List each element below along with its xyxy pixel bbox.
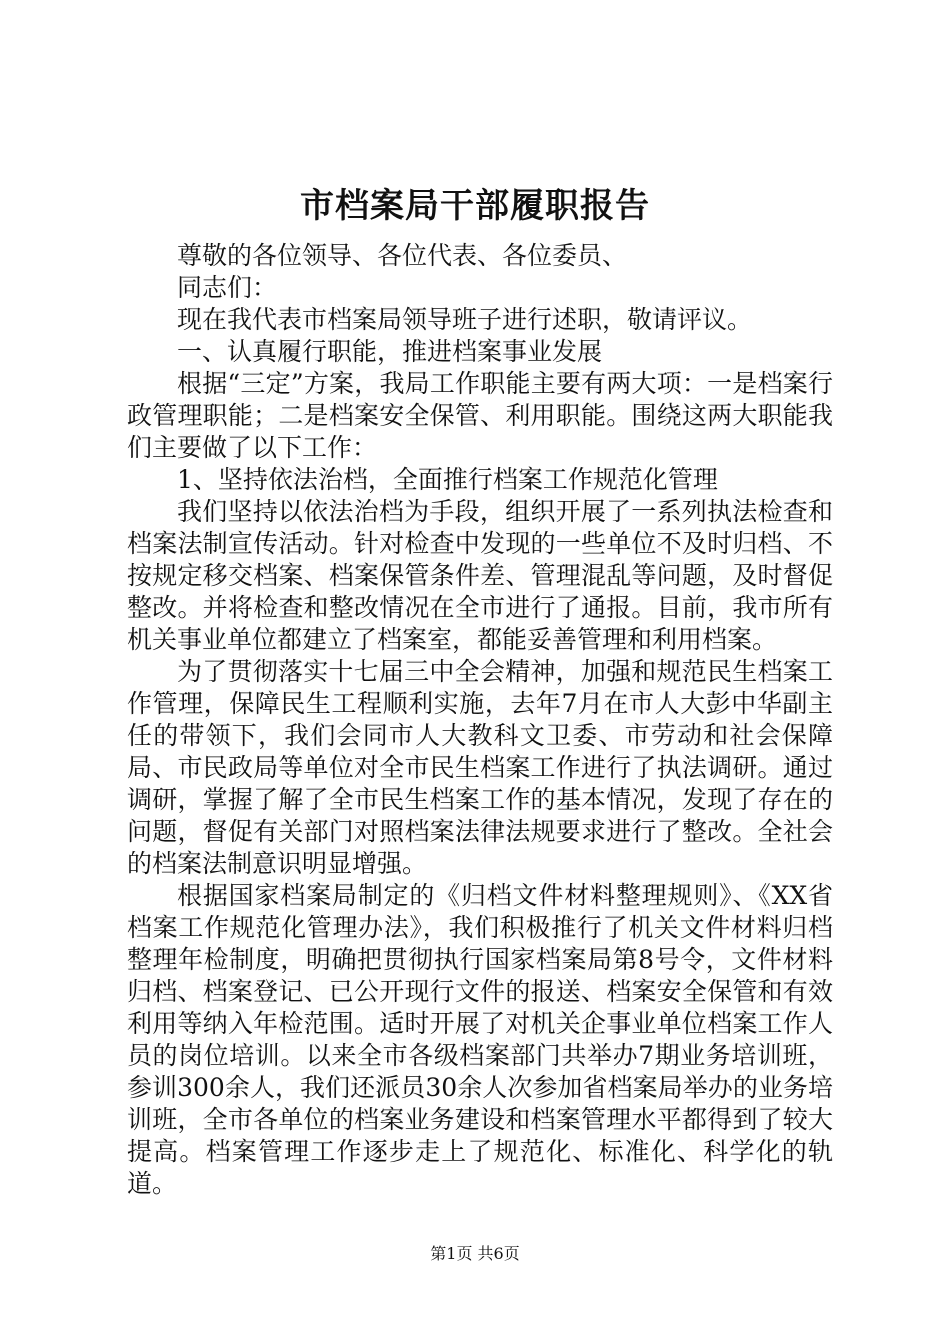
salutation-line-1: 尊敬的各位领导、各位代表、各位委员、 xyxy=(177,241,628,270)
body-paragraph: 根据“三定”方案，我局工作职能主要有两大项：一是档案行政管理职能；二是档案安全保管、利用职能。围绕这两大职能我们主要做了以下工作： xyxy=(127,369,833,462)
subsection-heading-1: 1、坚持依法治档，全面推行档案工作规范化管理 xyxy=(177,465,718,494)
body-paragraph: 为了贯彻落实十七届三中全会精神，加强和规范民生档案工作管理，保障民生工程顺利实施，去年7月在市人大彭中华副主任的带领下，我们会同市人大教科文卫委、市劳动和社会保障局、市民政局等单位对全市民生档案工作进行了执法调研。通过调研，掌握了解了全市民生档案工作的基本情况，发现了存在的问题，督促有关部门对照档案法律法规要求进行了整改。全社会的档案法制意识明显增强。 xyxy=(127,657,833,878)
section-heading-1: 一、认真履行职能，推进档案事业发展 xyxy=(177,337,603,366)
page-number-footer: 第1页 共6页 xyxy=(430,1244,520,1263)
page-title: 市档案局干部履职报告 xyxy=(300,186,650,226)
document-body xyxy=(127,240,833,1200)
intro-paragraph: 现在我代表市档案局领导班子进行述职，敬请评议。 xyxy=(177,305,753,334)
body-paragraph: 根据国家档案局制定的《归档文件材料整理规则》、《XX省档案工作规范化管理办法》，我们积极推行了机关文件材料归档整理年检制度，明确把贯彻执行国家档案局第8号令，文件材料归档、档案登记、已公开现行文件的报送、档案安全保管和有效利用等纳入年检范围。适时开展了对机关企事业单位档案工作人员的岗位培训。以来全市各级档案部门共举办7期业务培训班，参训300余人，我们还派员30余人次参加省档案局举办的业务培训班，全市各单位的档案业务建设和档案管理水平都得到了较大提高。档案管理工作逐步走上了规范化、标准化、科学化的轨道。 xyxy=(127,881,833,1198)
body-paragraph: 我们坚持以依法治档为手段，组织开展了一系列执法检查和档案法制宣传活动。针对检查中发现的一些单位不及时归档、不按规定移交档案、档案保管条件差、管理混乱等问题，及时督促整改。并将检查和整改情况在全市进行了通报。目前，我市所有机关事业单位都建立了档案室，都能妥善管理和利用档案。 xyxy=(127,497,833,654)
salutation-line-2: 同志们： xyxy=(177,273,278,302)
